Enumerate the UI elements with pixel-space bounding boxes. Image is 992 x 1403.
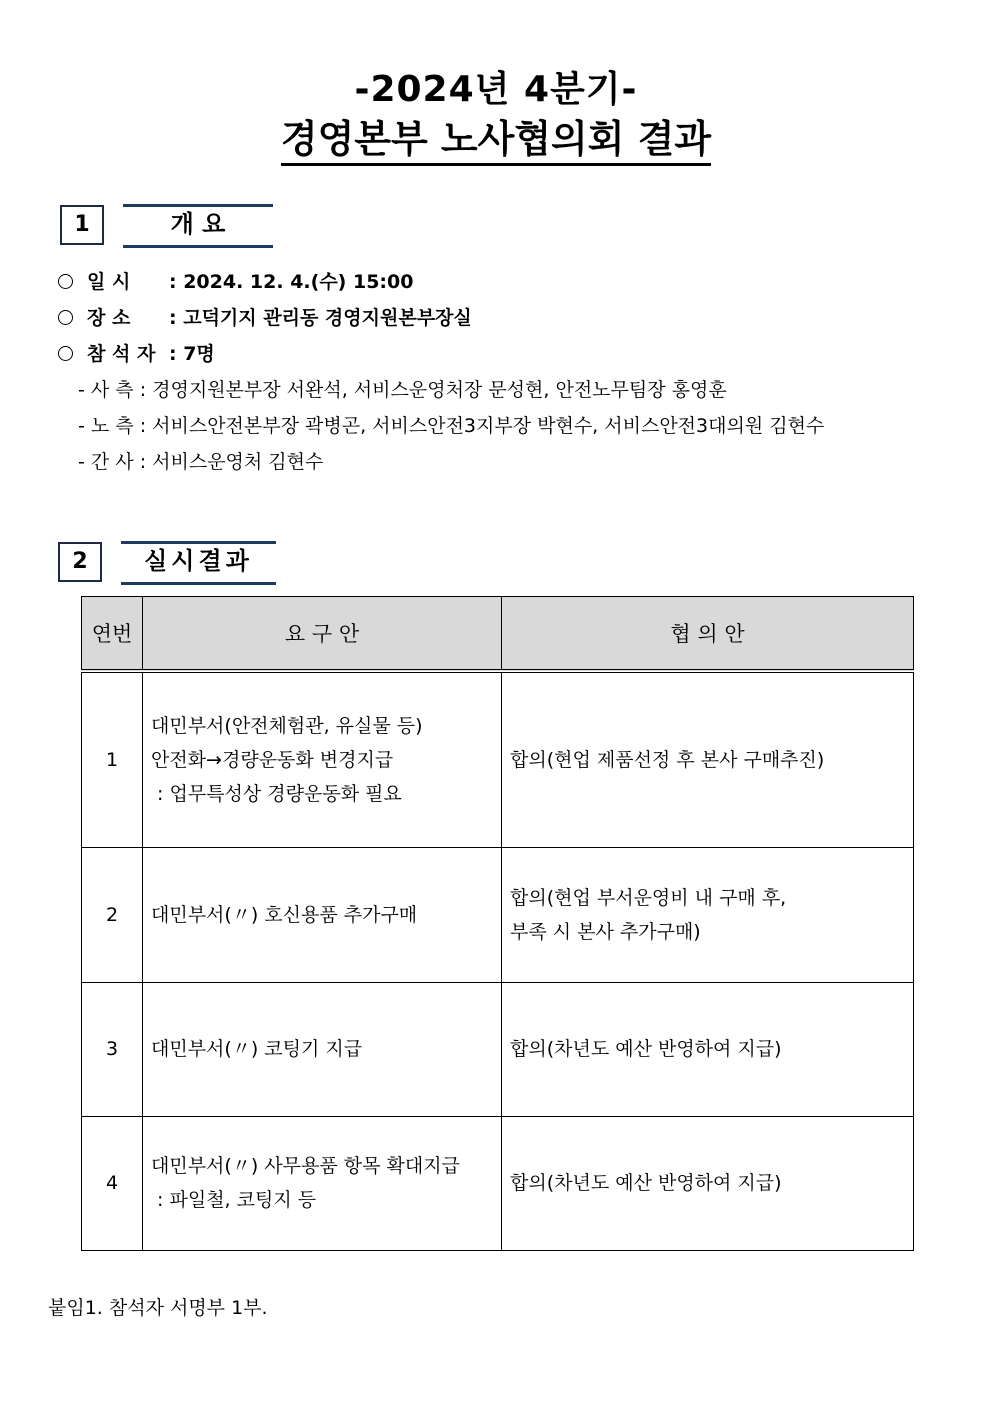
table-header-row [82, 597, 914, 672]
table-row [82, 982, 914, 1116]
request-line: : 파일철, 코팅지 등 [151, 1189, 317, 1211]
section-2-title: 실시결과 [121, 541, 276, 585]
document-subtitle: -2024년 4분기- [354, 69, 638, 110]
row-number: 3 [82, 982, 143, 1116]
attendee-labor-label: - 노 측 [78, 415, 134, 437]
circle-bullet-icon [58, 274, 73, 289]
attachment-note: 붙임1. 참석자 서명부 1부. [48, 1297, 268, 1319]
info-date-label: 일 시 [87, 271, 131, 293]
agreement-line: 합의(현업 제품선정 후 본사 구매추진) [510, 748, 825, 771]
request-line: : 업무특성상 경량운동화 필요 [151, 782, 402, 805]
request-line: 대민부서(〃) 사무용품 항목 확대지급 [151, 1155, 460, 1177]
header-request: 요 구 안 [143, 597, 502, 672]
header-agreement: 협 의 안 [502, 597, 914, 672]
results-table [81, 596, 914, 1251]
table-row [82, 847, 914, 982]
info-date-value: : 2024. 12. 4.(수) 15:00 [169, 271, 414, 293]
circle-bullet-icon [58, 310, 73, 325]
row-request [143, 671, 502, 847]
info-date [58, 268, 413, 296]
info-place-value: : 고덕기지 관리동 경영지원본부장실 [169, 307, 472, 329]
table-row [82, 1116, 914, 1250]
request-line: 안전화→경량운동화 변경지급 [151, 748, 394, 771]
row-agreement [502, 847, 914, 982]
row-request [143, 847, 502, 982]
agreement-line: 부족 시 본사 추가구매) [510, 920, 701, 943]
agreement-line: 합의(차년도 예산 반영하여 지급) [510, 1172, 782, 1194]
request-line: 대민부서(안전체험관, 유실물 등) [151, 714, 423, 737]
agreement-line: 합의(현업 부서운영비 내 구매 후, [510, 886, 787, 909]
info-attendees [58, 340, 215, 368]
request-line: 대민부서(〃) 호신용품 추가구매 [151, 903, 418, 926]
row-agreement [502, 671, 914, 847]
info-place [58, 304, 472, 332]
attendee-secretary [78, 448, 323, 476]
agreement-line: 합의(차년도 예산 반영하여 지급) [510, 1038, 782, 1060]
section-1-title: 개 요 [123, 204, 273, 248]
row-agreement [502, 1116, 914, 1250]
row-number: 2 [82, 847, 143, 982]
attendee-secretary-label: - 간 사 [78, 451, 134, 473]
attendee-management [78, 376, 727, 404]
row-agreement [502, 982, 914, 1116]
row-request [143, 1116, 502, 1250]
document-title-text: 경영본부 노사협의회 결과 [281, 117, 711, 166]
section-1-number: 1 [60, 205, 104, 245]
info-attendees-label: 참 석 자 [87, 343, 156, 365]
attendee-labor-value: : 서비스안전본부장 곽병곤, 서비스안전3지부장 박현수, 서비스안전3대의원 김현수 [139, 415, 825, 437]
row-number: 1 [82, 671, 143, 847]
row-request [143, 982, 502, 1116]
request-line: 대민부서(〃) 코팅기 지급 [151, 1038, 363, 1060]
attendee-management-label: - 사 측 [78, 379, 134, 401]
info-place-label: 장 소 [87, 307, 131, 329]
info-attendees-value: : 7명 [169, 343, 215, 365]
attendee-management-value: : 경영지원본부장 서완석, 서비스운영처장 문성현, 안전노무팀장 홍영훈 [139, 379, 727, 401]
document-title [0, 114, 992, 164]
table-row [82, 671, 914, 847]
section-2-number: 2 [58, 542, 102, 582]
circle-bullet-icon [58, 346, 73, 361]
header-number: 연번 [82, 597, 143, 672]
row-number: 4 [82, 1116, 143, 1250]
attendee-labor [78, 412, 824, 440]
attendee-secretary-value: : 서비스운영처 김현수 [139, 451, 324, 473]
